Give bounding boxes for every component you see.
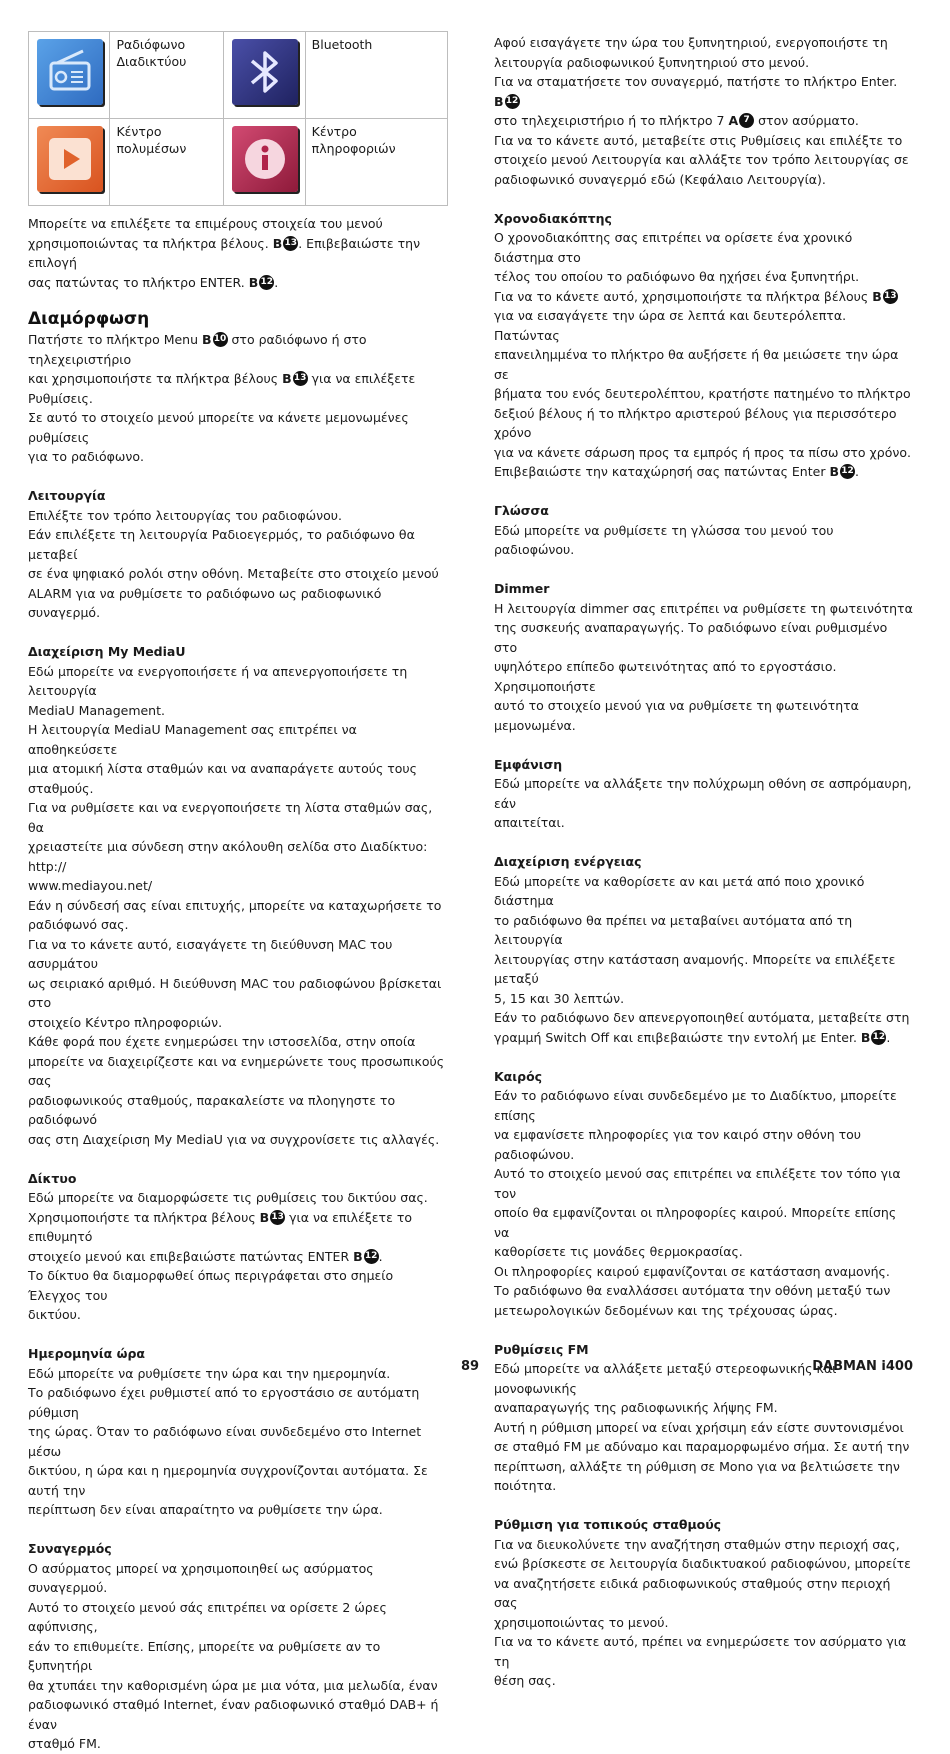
intro-paragraph: Μπορείτε να επιλέξετε τα επιμέρους στοιχεία του μενού χρησιμοποιώντας τα πλήκτρα βέλους. B 13 . Επιβεβαιώστε την επιλογή σας πατώντας το πλήκτρο ENTER. B 12 . (28, 214, 448, 292)
network-text: Εδώ μπορείτε να διαμορφώσετε τις ρυθμίσεις του δικτύου σας. Χρησιμοποιήστε τα πλήκτρα βέλους B 13 για να επιλέξετε το επιθυμητό στοιχείο μενού και επιβεβαιώστε πατώντας ENTER B 12 . Το δίκτυο θα διαμορφωθεί όπως περιγράφεται στο σημείο Έλεγχος του δικτύου. (28, 1190, 428, 1322)
mediau-text: Εδώ μπορείτε να ενεργοποιήσετε ή να απενεργοποιήσετε τη λειτουργία MediaU Management. Η λειτουργία MediaU Management σας επιτρέπει να αποθηκεύσετε μια ατομική λίστα σταθμών και να αναπαράγετε αυτούς τους σταθμούς. Για να ρυθμίσετε και να ενεργοποιήσετε τη λίστα σταθμών σας, θα χρειαστείτε μια σύνδεση στην ακόλουθη σελίδα στο Διαδίκτυο: http:// www.mediayou.net/ Εάν η σύνδεσή σας είναι επιτυχής, μπορείτε να καταχωρήσετε το ραδιόφωνό σας. Για να το κάνετε αυτό, εισαγάγετε τη διεύθυνση MAC του ασυρμάτου ως σειριακό αριθμό. Η διεύθυνση MAC του ραδιοφώνου βρίσκεται στο στοιχείο Κέντρο πληροφοριών. Κάθε φορά που έχετε ενημερώσει την ιστοσελίδα, στην οποία μπορείτε να διαχειρίζεστε και να ενημερώνετε τους προσωπικούς σας ραδιοφωνικούς σταθμούς, παρακαλείστε να πλοηγηστε το ραδιόφωνό σας στη Διαχείριση My MediaU για να συγχρονίσετε τις αλλαγές. (28, 663, 445, 1147)
fm-text: Εδώ μπορείτε να αλλάξετε μεταξύ στερεοφωνικής και μονοφωνικής αναπαραγωγής της ραδιοφωνικής λήψης FM. Αυτή η ρύθμιση μπορεί να είναι χρήσιμη εάν είστε συντονισμένοι σε σταθμό FM με αδύναμο και παραμορφωμένο σήμα. Σε αυτή την περίπτωση, αλλάξτε τη ρύθμιση σε Mono για να βελτιώσετε την ποιότητα. (494, 1361, 910, 1493)
model-name: DABMAN i400 (812, 1359, 913, 1374)
key-b12: B 12 (829, 464, 854, 479)
right-column (494, 33, 914, 1691)
icon-label-info-center: Κέντρο πληροφοριών (311, 124, 396, 156)
key-b13: B 13 (282, 371, 307, 386)
datetime-text: Εδώ μπορείτε να ρυθμίσετε την ώρα και την ημερομηνία. Το ραδιόφωνο έχει ρυθμιστεί από το εργοστάσιο σε αυτόματη ρύθμιση της ώρας. Όταν το ραδιόφωνο είναι συνδεδεμένο στο Internet μέσω δικτύου, η ώρα και η ημερομηνία συγχρονίζονται αυτόματα. Σε αυτή την περίπτωση δεν είναι απαραίτητο να ρυθμίσετε την ώρα. (28, 1365, 428, 1517)
alarm-heading: Συναγερμός (28, 1541, 112, 1556)
key-b12: B 12 (353, 1248, 378, 1264)
menu-icons-table (28, 31, 448, 206)
left-column (28, 31, 448, 1754)
alarm-text: Ο ασύρματος μπορεί να χρησιμοποιηθεί ως ασύρματος συναγερμού. Αυτό το στοιχείο μενού σάς επιτρέπει να ορίσετε 2 ώρες αφύπνισης, εάν το επιθυμείτε. Επίσης, μπορείτε να ρυθμίσετε αν το ξυπνητήρι θα χτυπάει την καθορισμένη ώρα με μια νότα, μια μελωδία, έναν ραδιοφωνικό σταθμό Internet, έναν ραδιοφωνικό σταθμό DAB+ ή έναν σταθμό FM. (28, 1560, 439, 1751)
key-b13: B 13 (259, 1209, 284, 1225)
icon-label-bluetooth: Bluetooth (311, 37, 373, 52)
mode-heading: Λειτουργία (28, 488, 106, 503)
display-text: Εδώ μπορείτε να αλλάξετε την πολύχρωμη οθόνη σε ασπρόμαυρη, εάν απαιτείται. (494, 776, 912, 830)
play-icon (37, 126, 103, 192)
mode-text: Επιλέξτε τον τρόπο λειτουργίας του ραδιοφώνου. Εάν επιλέξετε τη λειτουργία Ραδιοεγερμός, το ραδιόφωνο θα μεταβεί σε ένα ψηφιακό ρολόι στην οθόνη. Μεταβείτε στο στοιχείο μενού ALARM για να ρυθμίσετε το ραδιόφωνο ως ραδιοφωνικό συναγερμό. (28, 507, 439, 620)
timer-heading: Χρονοδιακόπτης (494, 210, 612, 226)
key-b12: B 12 (494, 93, 519, 109)
weather-text: Εάν το ραδιόφωνο είναι συνδεδεμένο με το Διαδίκτυο, μπορείτε επίσης να εμφανίσετε πληροφορίες για τον καιρό στην οθόνη του ραδιοφώνου. Αυτό το στοιχείο μενού σας επιτρέπει να επιλέξετε τον τόπο για τον οποίο θα εμφανίζονται οι πληροφορίες καιρού. Μπορείτε επίσης να καθορίσετε τις μονάδες θερμοκρασίας. Οι πληροφορίες καιρού εμφανίζονται σε κατάσταση αναμονής. Το ραδιόφωνο θα εναλλάσσει αυτόματα την οθόνη μεταξύ των μετεωρολογικών δεδομένων και της τρέχουσας ώρας. (494, 1088, 901, 1318)
dimmer-text: Η λειτουργία dimmer σας επιτρέπει να ρυθμίσετε τη φωτεινότητα της συσκευής αναπαραγωγής. Το ραδιόφωνο είναι ρυθμισμένο στο υψηλότερο επίπεδο φωτεινότητας από το εργοστάσιο. Χρησιμοποιήστε αυτό το στοιχείο μενού για να ρυθμίσετε τη φωτεινότητα μεμονωμένα. (494, 600, 913, 733)
bluetooth-icon (232, 39, 298, 105)
timer-text: Ο χρονοδιακόπτης σας επιτρέπει να ορίσετε ένα χρονικό διάστημα στο τέλος του οποίου το ραδιόφωνο θα ηχήσει ένα ξυπνητήρι. Για να το κάνετε αυτό, χρησιμοποιήστε τα πλήκτρα βέλους B 13 για να εισαγάγετε την ώρα σε λεπτά και δευτερόλεπτα. Πατώντας επανειλημμένα το πλήκτρο θα αυξήσετε ή θα μειώσετε την ώρα σε βήματα του ενός δευτερολέπτου, κρατήστε πατημένο το πλήκτρο δεξιού βέλους ή το πλήκτρο αριστερού βέλους για περισσότερο χρόνο για να κάνετε σάρωση προς τα εμπρός ή προς τα πίσω στο χρόνο. Επιβεβαιώστε την καταχώρησή σας πατώντας Enter B 12 . (494, 228, 914, 482)
icon-label-media-center-1: Κέντρο (116, 124, 162, 139)
language-text: Εδώ μπορείτε να ρυθμίσετε τη γλώσσα του μενού του ραδιοφώνου. (494, 522, 834, 557)
key-b12: B 12 (248, 274, 273, 290)
energy-heading: Διαχείριση ενέργειας (494, 854, 642, 869)
fm-heading: Ρυθμίσεις FM (494, 1341, 589, 1357)
icon-label-internet-radio-1: Ραδιόφωνο (116, 37, 186, 52)
display-heading: Εμφάνιση (494, 756, 563, 772)
alarm-continued-text: Αφού εισαγάγετε την ώρα του ξυπνητηριού, ενεργοποιήστε τη λειτουργία ραδιοφωνικού ξυπνητηριού στο μενού. Για να σταματήσετε τον συναγερμό, πατήστε το πλήκτρο Enter. B 12 στο τηλεχειριστήριο ή το πλήκτρο 7 A 7 στον ασύρματο. Για να το κάνετε αυτό, μεταβείτε στις Ρυθμίσεις και επιλέξτε το στοιχείο μενού Λειτουργία και αλλάξτε τον τρόπο λειτουργίας σε ραδιοφωνικό συναγερμό εδώ (Κεφάλαιο Λειτουργία). (494, 35, 909, 187)
datetime-heading: Ημερομηνία ώρα (28, 1346, 145, 1361)
dimmer-heading: Dimmer (494, 581, 550, 596)
mediau-heading: Διαχείριση My MediaU (28, 644, 186, 659)
key-b13: B 13 (872, 288, 897, 304)
energy-text: Εδώ μπορείτε να καθορίσετε αν και μετά από ποιο χρονικό διάστημα το ραδιόφωνο θα πρέπει να μεταβαίνει αυτόματα από τη λειτουργία λειτουργίας στην κατάσταση αναμονής. Μπορείτε να επιλέξετε μεταξύ 5, 15 και 30 λεπτών. Εάν το ραδιόφωνο δεν απενεργοποιηθεί αυτόματα, μεταβείτε στη γραμμή Switch Off και επιβεβαιώστε την εντολή με Enter. B 12 . (494, 872, 914, 1048)
page-number: 89 (461, 1359, 480, 1374)
radio-icon (37, 39, 103, 105)
icon-label-media-center-2: πολυμέσων (116, 141, 187, 156)
local-text: Για να διευκολύνετε την αναζήτηση σταθμών στην περιοχή σας, ενώ βρίσκεστε σε λειτουργία διαδικτυακού ραδιοφώνου, μπορείτε να αναζητήσετε ειδικά ραδιοφωνικούς σταθμούς στην περιοχή σας χρησιμοποιώντας το μενού. Για να το κάνετε αυτό, πρέπει να ενημερώσετε τον ασύρματο για τη θέση σας. (494, 1536, 911, 1688)
key-b12: B 12 (860, 1029, 886, 1045)
icon-label-internet-radio-2: Διαδικτύου (116, 54, 187, 69)
local-heading: Ρύθμιση για τοπικούς σταθμούς (494, 1517, 722, 1532)
key-b13: B 13 (272, 235, 297, 251)
key-b10: B 10 (202, 332, 227, 347)
language-heading: Γλώσσα (494, 503, 549, 518)
page-title: Διαμόρφωση (28, 309, 150, 329)
config-paragraph: Πατήστε το πλήκτρο Menu B 10 στο ραδιόφωνο ή στο τηλεχειριστήριο και χρησιμοποιήστε τα πλήκτρα βέλους B 13 για να επιλέξετε Ρυθμίσεις. Σε αυτό το στοιχείο μενού μπορείτε να κάνετε μεμονωμένες ρυθμίσεις για το ραδιόφωνο. (28, 332, 416, 464)
key-a7: A 7 (728, 111, 754, 131)
network-heading: Δίκτυο (28, 1170, 77, 1186)
weather-heading: Καιρός (494, 1068, 543, 1084)
info-icon (232, 126, 298, 192)
